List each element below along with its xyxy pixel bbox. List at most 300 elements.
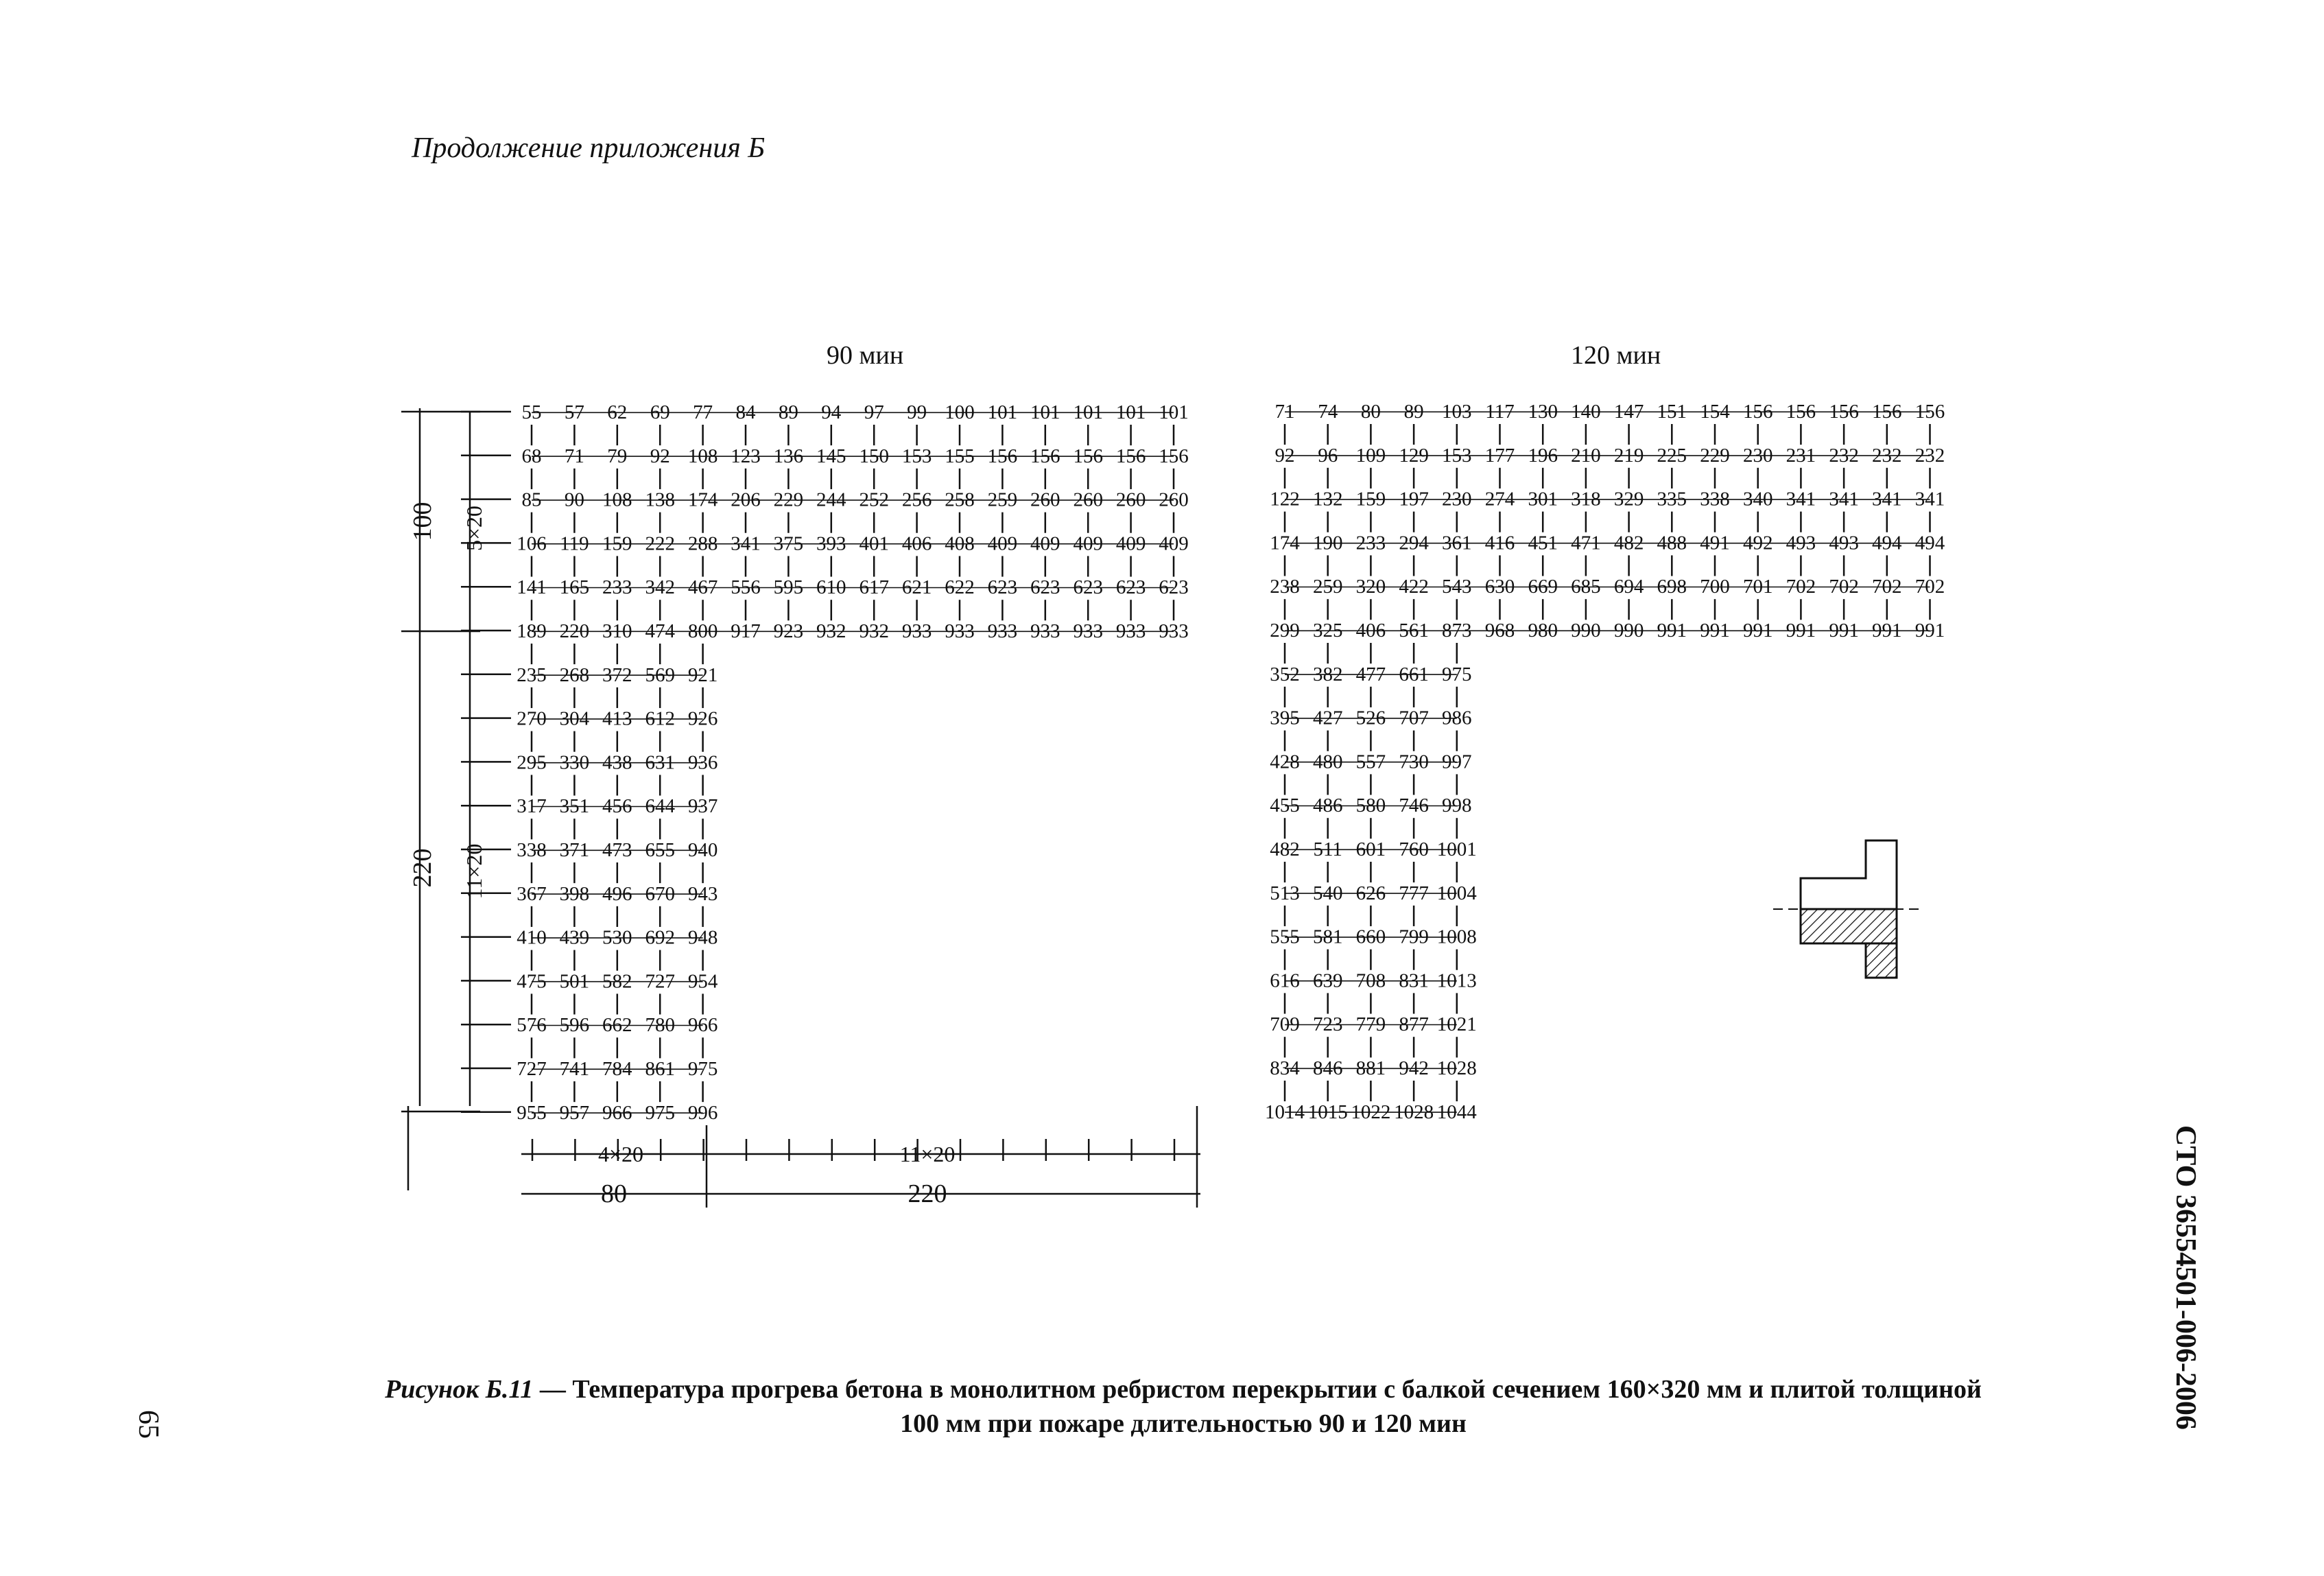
temperature-value: 474 xyxy=(645,620,675,642)
temperature-value: 156 xyxy=(1914,401,1945,423)
temperature-value: 318 xyxy=(1571,488,1601,510)
temperature-value: 581 xyxy=(1312,926,1343,948)
temperature-value: 975 xyxy=(1442,663,1472,685)
slab-height-label: 100 xyxy=(408,502,437,541)
temperature-value: 153 xyxy=(1442,444,1472,467)
temperature-value: 933 xyxy=(1073,620,1103,642)
temperature-value: 501 xyxy=(559,970,590,993)
temperature-value: 154 xyxy=(1700,401,1730,423)
temperature-value: 1028 xyxy=(1394,1101,1434,1123)
temperature-value: 174 xyxy=(687,489,718,511)
temperature-value: 933 xyxy=(1030,620,1060,642)
temperature-value: 937 xyxy=(687,795,718,818)
temperature-value: 991 xyxy=(1657,620,1687,642)
temperature-value: 145 xyxy=(816,445,846,467)
temperature-value: 1021 xyxy=(1436,1013,1477,1036)
grid-120-min xyxy=(1265,401,1945,1123)
temperature-value: 427 xyxy=(1312,707,1343,729)
temperature-value: 540 xyxy=(1312,882,1343,904)
temperature-value: 413 xyxy=(602,707,632,730)
temperature-value: 955 xyxy=(517,1101,547,1124)
temperature-value: 329 xyxy=(1613,488,1644,510)
temperature-value: 232 xyxy=(1914,444,1945,467)
temperature-value: 101 xyxy=(1073,401,1103,423)
temperature-value: 617 xyxy=(859,576,889,599)
temperature-value: 90 xyxy=(564,489,584,511)
temperature-value: 409 xyxy=(1115,532,1146,555)
temperature-value: 232 xyxy=(1829,444,1859,467)
temperature-value: 270 xyxy=(517,707,547,730)
temperature-value: 317 xyxy=(517,795,547,818)
temperature-value: 700 xyxy=(1700,576,1730,598)
temperature-value: 310 xyxy=(602,620,632,642)
temperature-value: 382 xyxy=(1312,663,1343,685)
temperature-value: 325 xyxy=(1312,620,1343,642)
temperature-value: 338 xyxy=(1700,488,1730,510)
temperature-value: 156 xyxy=(987,445,1018,467)
temperature-value: 219 xyxy=(1613,444,1644,467)
temperature-value: 352 xyxy=(1270,663,1300,685)
temperature-value: 661 xyxy=(1399,663,1429,685)
temperature-value: 259 xyxy=(987,489,1018,511)
temperature-value: 117 xyxy=(1485,401,1515,423)
temperature-value: 259 xyxy=(1312,576,1343,598)
temperature-value: 159 xyxy=(602,532,632,555)
temperature-value: 846 xyxy=(1312,1057,1343,1079)
temperature-value: 92 xyxy=(1274,444,1295,467)
temperature-value: 1013 xyxy=(1436,969,1477,992)
temperature-value: 511 xyxy=(1313,838,1342,860)
temperature-value: 55 xyxy=(521,401,542,423)
temperature-value: 268 xyxy=(559,663,590,686)
temperature-value: 708 xyxy=(1355,969,1386,992)
temperature-value: 660 xyxy=(1355,926,1386,948)
temperature-value: 1015 xyxy=(1307,1101,1348,1123)
temperature-value: 101 xyxy=(1159,401,1189,423)
temperature-value: 800 xyxy=(687,620,718,642)
temperature-value: 968 xyxy=(1484,620,1515,642)
rib-width-label: 80 xyxy=(601,1179,627,1208)
temperature-value: 89 xyxy=(1403,401,1424,423)
temperature-value: 260 xyxy=(1073,489,1103,511)
temperature-value: 406 xyxy=(1355,620,1386,642)
temperature-value: 623 xyxy=(1159,576,1189,599)
temperature-value: 580 xyxy=(1355,795,1386,817)
temperature-value: 662 xyxy=(602,1014,632,1037)
temperature-value: 991 xyxy=(1872,620,1902,642)
temperature-value: 1001 xyxy=(1436,838,1477,860)
temperature-value: 630 xyxy=(1484,576,1515,598)
temperature-value: 482 xyxy=(1270,838,1300,860)
temperature-value: 991 xyxy=(1829,620,1859,642)
temperature-value: 422 xyxy=(1399,576,1429,598)
temperature-value: 933 xyxy=(1159,620,1189,642)
temperature-value: 493 xyxy=(1829,532,1859,554)
temperature-value: 991 xyxy=(1742,620,1773,642)
temperature-value: 109 xyxy=(1355,444,1386,467)
temperature-value: 932 xyxy=(859,620,889,642)
temperature-value: 601 xyxy=(1355,838,1386,860)
header-note: Продолжение приложения Б xyxy=(412,132,765,164)
temperature-value: 670 xyxy=(645,882,675,905)
temperature-value: 1022 xyxy=(1351,1101,1391,1123)
temperature-value: 409 xyxy=(1073,532,1103,555)
temperature-value: 933 xyxy=(945,620,975,642)
temperature-value: 129 xyxy=(1399,444,1429,467)
temperature-value: 933 xyxy=(987,620,1018,642)
temperature-value: 610 xyxy=(816,576,846,599)
temperature-value: 230 xyxy=(1742,444,1773,467)
temperature-value: 341 xyxy=(1872,488,1902,510)
temperature-value: 409 xyxy=(1030,532,1060,555)
temperature-value: 455 xyxy=(1270,795,1300,817)
temperature-value: 784 xyxy=(602,1058,632,1080)
temperature-value: 301 xyxy=(1528,488,1558,510)
temperature-value: 861 xyxy=(645,1058,675,1080)
temperature-value: 1004 xyxy=(1436,882,1477,904)
page-number: 65 xyxy=(132,1410,164,1439)
temperature-value: 156 xyxy=(1872,401,1902,423)
temperature-value: 685 xyxy=(1571,576,1601,598)
panel-120-title: 120 мин xyxy=(1571,341,1661,370)
temperature-value: 975 xyxy=(645,1101,675,1124)
temperature-value: 471 xyxy=(1571,532,1601,554)
temperature-value: 136 xyxy=(773,445,804,467)
temperature-value: 156 xyxy=(1159,445,1189,467)
temperature-value: 156 xyxy=(1829,401,1859,423)
temperature-value: 406 xyxy=(901,532,932,555)
temperature-value: 990 xyxy=(1571,620,1601,642)
temperature-value: 123 xyxy=(731,445,761,467)
temperature-value: 238 xyxy=(1270,576,1300,598)
temperature-value: 256 xyxy=(901,489,932,511)
temperature-value: 612 xyxy=(645,707,675,730)
temperature-value: 932 xyxy=(816,620,846,642)
temperature-value: 230 xyxy=(1442,488,1472,510)
temperature-value: 709 xyxy=(1270,1013,1300,1036)
temperature-value: 231 xyxy=(1786,444,1816,467)
temperature-value: 252 xyxy=(859,489,889,511)
temperature-value: 881 xyxy=(1355,1057,1386,1079)
temperature-value: 210 xyxy=(1571,444,1601,467)
temperature-value: 701 xyxy=(1742,576,1773,598)
temperature-value: 156 xyxy=(1742,401,1773,423)
temperature-value: 101 xyxy=(1030,401,1060,423)
temperature-value: 741 xyxy=(559,1058,590,1080)
temperature-value: 151 xyxy=(1657,401,1687,423)
rib-width-spacing-label: 4×20 xyxy=(597,1142,644,1166)
temperature-value: 408 xyxy=(945,532,975,555)
temperature-value: 165 xyxy=(559,576,590,599)
temperature-value: 85 xyxy=(521,489,542,511)
temperature-value: 235 xyxy=(517,663,547,686)
temperature-value: 122 xyxy=(1270,488,1300,510)
caption-lead: Рисунок Б.11 xyxy=(385,1375,534,1404)
temperature-value: 707 xyxy=(1399,707,1429,729)
temperature-value: 196 xyxy=(1528,444,1558,467)
temperature-value: 299 xyxy=(1270,620,1300,642)
temperature-value: 530 xyxy=(602,926,632,949)
temperature-value: 341 xyxy=(1914,488,1945,510)
temperature-value: 917 xyxy=(731,620,761,642)
temperature-value: 197 xyxy=(1399,488,1429,510)
temperature-value: 71 xyxy=(1274,401,1295,423)
temperature-value: 669 xyxy=(1528,576,1558,598)
temperature-value: 451 xyxy=(1528,532,1558,554)
slab-width-label: 220 xyxy=(908,1179,947,1208)
temperature-value: 492 xyxy=(1742,532,1773,554)
temperature-value: 108 xyxy=(687,445,718,467)
temperature-value: 966 xyxy=(602,1101,632,1124)
temperature-value: 341 xyxy=(1829,488,1859,510)
temperature-value: 997 xyxy=(1442,751,1472,773)
temperature-value: 834 xyxy=(1270,1057,1300,1079)
temperature-value: 341 xyxy=(731,532,761,555)
temperature-value: 496 xyxy=(602,882,632,905)
temperature-value: 975 xyxy=(687,1058,718,1080)
temperature-value: 694 xyxy=(1613,576,1644,598)
temperature-value: 74 xyxy=(1318,401,1338,423)
document-code: СТО 36554501-006-2006 xyxy=(2170,1125,2201,1430)
temperature-value: 727 xyxy=(517,1058,547,1080)
temperature-value: 990 xyxy=(1613,620,1644,642)
temperature-value: 96 xyxy=(1318,444,1338,467)
temperature-value: 101 xyxy=(987,401,1018,423)
temperature-value: 156 xyxy=(1786,401,1816,423)
temperature-value: 294 xyxy=(1399,532,1429,554)
temperature-value: 831 xyxy=(1399,969,1429,992)
temperature-value: 692 xyxy=(645,926,675,949)
temperature-value: 225 xyxy=(1657,444,1687,467)
temperature-value: 232 xyxy=(1872,444,1902,467)
temperature-value: 957 xyxy=(559,1101,590,1124)
temperature-value: 371 xyxy=(559,839,590,861)
temperature-value: 948 xyxy=(687,926,718,949)
temperature-value: 777 xyxy=(1399,882,1429,904)
temperature-value: 473 xyxy=(602,839,632,861)
temperature-value: 138 xyxy=(645,489,675,511)
temperature-value: 320 xyxy=(1355,576,1386,598)
temperature-value: 304 xyxy=(559,707,590,730)
temperature-value: 156 xyxy=(1115,445,1146,467)
temperature-value: 543 xyxy=(1442,576,1472,598)
temperature-value: 923 xyxy=(773,620,804,642)
temperature-value: 702 xyxy=(1872,576,1902,598)
temperature-value: 155 xyxy=(945,445,975,467)
temperature-value: 338 xyxy=(517,839,547,861)
temperature-value: 623 xyxy=(987,576,1018,599)
temperature-value: 991 xyxy=(1786,620,1816,642)
temperature-value: 933 xyxy=(901,620,932,642)
temperature-value: 68 xyxy=(521,445,542,467)
temperature-value: 361 xyxy=(1442,532,1472,554)
temperature-value: 372 xyxy=(602,663,632,686)
temperature-value: 996 xyxy=(687,1101,718,1124)
temperature-value: 330 xyxy=(559,751,590,774)
temperature-value: 488 xyxy=(1657,532,1687,554)
temperature-value: 100 xyxy=(945,401,975,423)
temperature-value: 595 xyxy=(773,576,804,599)
temperature-value: 655 xyxy=(645,839,675,861)
temperature-value: 702 xyxy=(1786,576,1816,598)
temperature-value: 456 xyxy=(602,795,632,818)
temperature-value: 942 xyxy=(1399,1057,1429,1079)
grid-90-min xyxy=(517,401,1189,1124)
temperature-value: 991 xyxy=(1914,620,1945,642)
temperature-value: 467 xyxy=(687,576,718,599)
temperature-value: 727 xyxy=(645,970,675,993)
temperature-value: 260 xyxy=(1159,489,1189,511)
temperature-value: 260 xyxy=(1030,489,1060,511)
temperature-value: 258 xyxy=(945,489,975,511)
temperature-value: 80 xyxy=(1360,401,1381,423)
temperature-value: 260 xyxy=(1115,489,1146,511)
temperature-value: 288 xyxy=(687,532,718,555)
temperature-value: 409 xyxy=(1159,532,1189,555)
panel-90-title: 90 мин xyxy=(827,341,904,370)
temperature-value: 71 xyxy=(564,445,584,467)
temperature-value: 555 xyxy=(1270,926,1300,948)
temperature-value: 150 xyxy=(859,445,889,467)
temperature-value: 92 xyxy=(650,445,670,467)
temperature-value: 746 xyxy=(1399,795,1429,817)
temperature-value: 569 xyxy=(645,663,675,686)
temperature-value: 943 xyxy=(687,882,718,905)
temperature-value: 438 xyxy=(602,751,632,774)
temperature-value: 229 xyxy=(1700,444,1730,467)
temperature-value: 933 xyxy=(1115,620,1146,642)
temperature-value: 351 xyxy=(559,795,590,818)
temperature-value: 393 xyxy=(816,532,846,555)
temperature-value: 130 xyxy=(1528,401,1558,423)
temperature-value: 428 xyxy=(1270,751,1300,773)
temperature-value: 206 xyxy=(731,489,761,511)
temperature-value: 526 xyxy=(1355,707,1386,729)
temperature-value: 220 xyxy=(559,620,590,642)
temperature-value: 141 xyxy=(517,576,547,599)
temperature-value: 493 xyxy=(1786,532,1816,554)
temperature-value: 62 xyxy=(607,401,628,423)
temperature-value: 480 xyxy=(1312,751,1343,773)
temperature-value: 119 xyxy=(560,532,589,555)
temperature-value: 491 xyxy=(1700,532,1730,554)
temperature-value: 335 xyxy=(1657,488,1687,510)
temperature-value: 106 xyxy=(517,532,547,555)
temperature-value: 340 xyxy=(1742,488,1773,510)
temperature-value: 97 xyxy=(864,401,884,423)
temperature-value: 140 xyxy=(1571,401,1601,423)
temperature-value: 698 xyxy=(1657,576,1687,598)
temperature-value: 69 xyxy=(650,401,670,423)
temperature-value: 439 xyxy=(559,926,590,949)
temperature-value: 926 xyxy=(687,707,718,730)
caption-dash: — xyxy=(533,1375,573,1404)
temperature-value: 621 xyxy=(901,576,932,599)
temperature-value: 367 xyxy=(517,882,547,905)
temperature-value: 616 xyxy=(1270,969,1300,992)
temperature-value: 494 xyxy=(1914,532,1945,554)
temperature-value: 57 xyxy=(564,401,584,423)
temperature-value: 760 xyxy=(1399,838,1429,860)
temperature-value: 561 xyxy=(1399,620,1429,642)
temperature-value: 1044 xyxy=(1436,1101,1477,1123)
temperature-value: 486 xyxy=(1312,795,1343,817)
temperature-value: 596 xyxy=(559,1014,590,1037)
temperature-value: 873 xyxy=(1442,620,1472,642)
temperature-value: 986 xyxy=(1442,707,1472,729)
temperature-value: 998 xyxy=(1442,795,1472,817)
temperature-value: 626 xyxy=(1355,882,1386,904)
temperature-value: 103 xyxy=(1442,401,1472,423)
temperature-value: 582 xyxy=(602,970,632,993)
temperature-value: 494 xyxy=(1872,532,1902,554)
temperature-value: 730 xyxy=(1399,751,1429,773)
temperature-value: 159 xyxy=(1355,488,1386,510)
temperature-value: 222 xyxy=(645,532,675,555)
slab-spacing-label: 5×20 xyxy=(462,505,486,552)
temperature-value: 77 xyxy=(693,401,713,423)
temperature-value: 416 xyxy=(1484,532,1515,554)
temperature-value: 921 xyxy=(687,663,718,686)
temperature-value: 644 xyxy=(645,795,675,818)
temperature-value: 79 xyxy=(607,445,628,467)
temperature-value: 475 xyxy=(517,970,547,993)
temperature-value: 229 xyxy=(773,489,804,511)
temperature-value: 84 xyxy=(735,401,756,423)
temperature-value: 631 xyxy=(645,751,675,774)
temperature-value: 233 xyxy=(602,576,632,599)
temperature-value: 639 xyxy=(1312,969,1343,992)
temperature-value: 702 xyxy=(1914,576,1945,598)
temperature-value: 398 xyxy=(559,882,590,905)
temperature-value: 622 xyxy=(945,576,975,599)
temperature-value: 153 xyxy=(901,445,932,467)
temperature-value: 1014 xyxy=(1265,1101,1305,1123)
rib-spacing-label: 11×20 xyxy=(462,843,486,899)
temperature-value: 99 xyxy=(907,401,927,423)
temperature-value: 936 xyxy=(687,751,718,774)
temperature-value: 623 xyxy=(1073,576,1103,599)
temperature-value: 780 xyxy=(645,1014,675,1037)
dimension-labels xyxy=(408,502,955,1209)
temperature-value: 174 xyxy=(1270,532,1300,554)
temperature-value: 147 xyxy=(1613,401,1644,423)
temperature-value: 375 xyxy=(773,532,804,555)
temperature-value: 1008 xyxy=(1436,926,1477,948)
temperature-value: 274 xyxy=(1484,488,1515,510)
temperature-value: 341 xyxy=(1786,488,1816,510)
temperature-value: 244 xyxy=(816,489,846,511)
temperature-value: 623 xyxy=(1030,576,1060,599)
temperature-value: 190 xyxy=(1312,532,1343,554)
temperature-value: 557 xyxy=(1355,751,1386,773)
temperature-value: 477 xyxy=(1355,663,1386,685)
temperature-value: 702 xyxy=(1829,576,1859,598)
temperature-value: 108 xyxy=(602,489,632,511)
temperature-value: 799 xyxy=(1399,926,1429,948)
temperature-value: 409 xyxy=(987,532,1018,555)
temperature-value: 410 xyxy=(517,926,547,949)
temperature-value: 940 xyxy=(687,839,718,861)
temperature-value: 954 xyxy=(687,970,718,993)
temperature-value: 877 xyxy=(1399,1013,1429,1036)
temperature-value: 89 xyxy=(778,401,798,423)
temperature-value: 177 xyxy=(1484,444,1515,467)
temperature-value: 1028 xyxy=(1436,1057,1477,1079)
temperature-value: 295 xyxy=(517,751,547,774)
rib-height-label: 220 xyxy=(408,848,437,888)
temperature-value: 401 xyxy=(859,532,889,555)
